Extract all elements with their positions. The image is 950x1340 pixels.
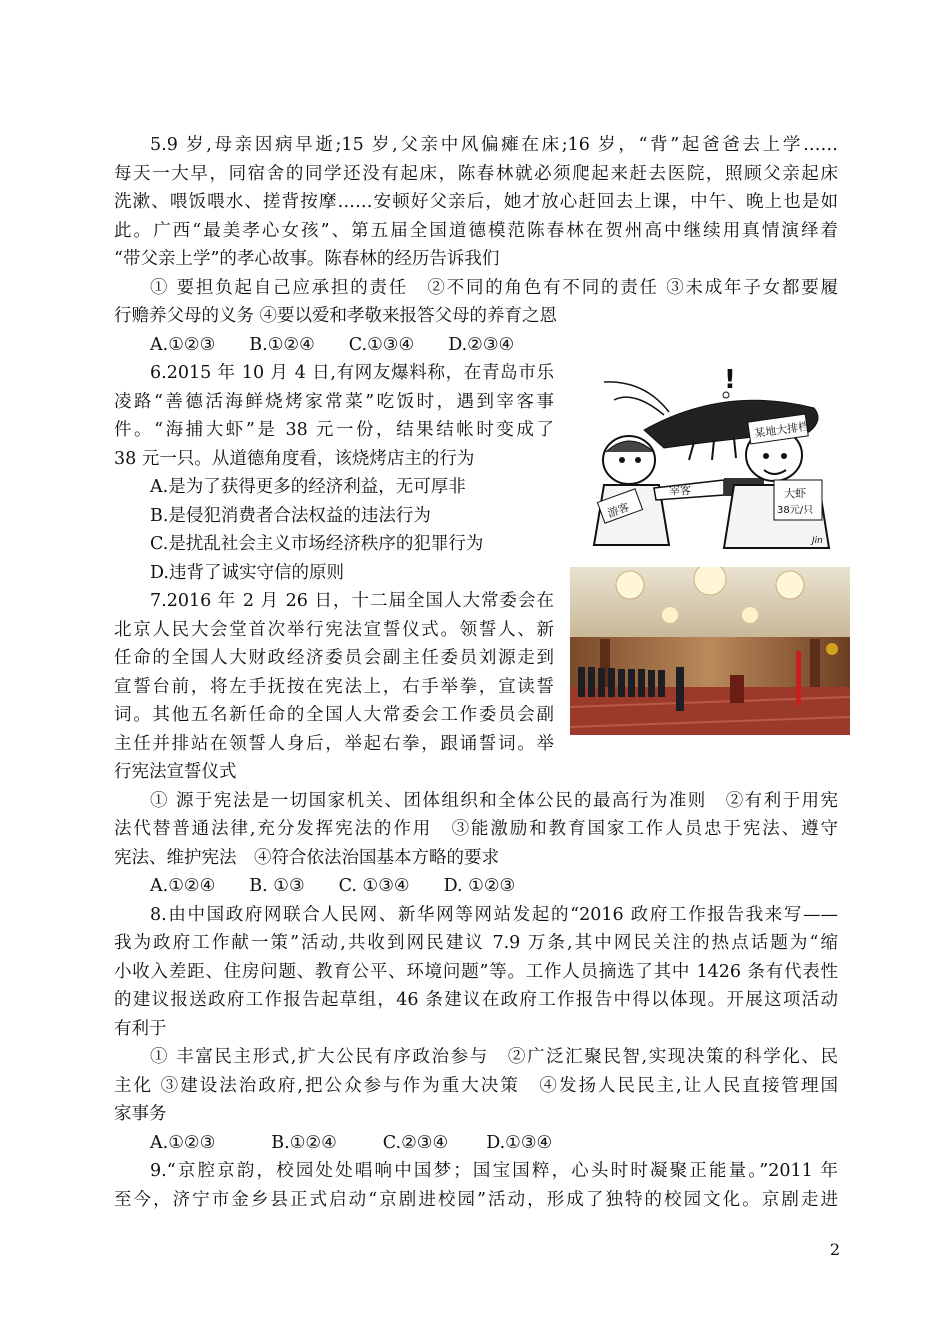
q5-option-b: B.①②④ <box>249 334 315 355</box>
cartoon-signature: Jin <box>812 536 823 546</box>
overcharging-cartoon <box>574 360 852 550</box>
q5-option-a: A.①②③ <box>150 334 216 355</box>
q8-option-c: C.②③④ <box>382 1132 449 1153</box>
q8-stem-line: 有利于 <box>114 1018 167 1039</box>
q7-stem-line: 主任并排站在领誓人身后，举起右拳，跟诵誓词。举 <box>114 733 554 754</box>
q6-option-c: C.是扰乱社会主义市场经济秩序的犯罪行为 <box>150 534 484 554</box>
cartoon-sign-line-2: 38元/只 <box>777 505 814 516</box>
q7-stem-line: 行宪法宣誓仪式 <box>114 762 237 782</box>
q5-option-d: D.②③④ <box>448 334 515 355</box>
q8-stem-line: 的建议报送政府工作报告起草组，46 条建议在政府工作报告中得以体现。开展这项活动 <box>114 990 838 1010</box>
q6-option-d: D.违背了诚实守信的原则 <box>150 562 344 583</box>
q7-item-line: 法代替普通法律,充分发挥宪法的作用 ③能激励和教育国家工作人员忠于宪法、遵守 <box>114 819 838 839</box>
cartoon-knife-label: 宰客 <box>669 484 691 497</box>
page-number: 2 <box>829 1240 840 1259</box>
q7-option-b: B. ①③ <box>249 876 305 896</box>
q8-item-line: ① 丰富民主形式,扩大公民有序政治参与 ②广泛汇聚民智,实现决策的科学化、民 <box>150 1047 838 1067</box>
q5-stem-line: 5.9 岁,母亲因病早逝;15 岁,父亲中风偏瘫在床;16 岁，“背”起爸爸去上学…… <box>150 135 838 155</box>
cartoon-sign-line-1: 大虾 <box>784 487 806 500</box>
q8-item-line: 家事务 <box>114 1104 167 1124</box>
q5-item-line: 行赡养父母的义务 ④要以爱和孝敬来报答父母的养育之恩 <box>114 306 558 326</box>
q7-stem-line: 任命的全国人大财政经济委员会副主任委员刘源走到 <box>114 648 554 668</box>
q6-option-b: B.是侵犯消费者合法权益的违法行为 <box>150 505 431 526</box>
q7-option-d: D. ①②③ <box>443 876 516 896</box>
q5-stem-line: 每天一大早，同宿舍的同学还没有起床，陈春林就必须爬起来赶去医院，照顾父亲起床 <box>114 163 838 184</box>
q7-stem-line: 北京人民大会堂首次举行宪法宣誓仪式。领誓人、新 <box>114 619 554 640</box>
q6-stem-line: 件。“海捕大虾”是 38 元一份，结果结帐时变成了 <box>114 420 554 440</box>
q8-options <box>150 1129 838 1158</box>
q7-item-line: 宪法、维护宪法 ④符合依法治国基本方略的要求 <box>114 847 499 868</box>
q8-option-a: A.①②③ <box>150 1132 216 1153</box>
q9-stem-line: 9.“京腔京韵，校园处处唱响中国梦；国宝国粹，心头时时凝聚正能量。”2011 年 <box>150 1161 838 1181</box>
q8-option-b: B.①②④ <box>271 1132 337 1153</box>
cartoon-stall-label: 某地大排档 <box>753 419 810 441</box>
q5-stem-line: “带父亲上学”的孝心故事。陈春林的经历告诉我们 <box>114 249 500 269</box>
q5-options <box>150 331 838 360</box>
q5-stem-line: 此。广西“最美孝心女孩”、第五届全国道德模范陈春林在贺州高中继续用真情演绎着 <box>114 220 838 241</box>
q6-option-a: A.是为了获得更多的经济利益，无可厚非 <box>150 477 466 497</box>
q8-item-line: 主化 ③建设法治政府,把公众参与作为重大决策 ④发扬人民民主,让人民直接管理国 <box>114 1075 838 1096</box>
q7-stem-line: 7.2016 年 2 月 26 日，十二届全国人大常委会在 <box>150 591 554 611</box>
q6-stem-line: 凌路“善德活海鲜烧烤家常菜”吃饭时，遇到宰客事 <box>114 391 554 412</box>
q9-stem-line: 至今，济宁市金乡县正式启动“京剧进校园”活动，形成了独特的校园文化。京剧走进 <box>114 1189 838 1210</box>
q7-stem-line: 词。其他五名新任命的全国人大常委会工作委员会副 <box>114 705 554 725</box>
q7-stem-line: 宣誓台前，将左手抚按在宪法上，右手举拳，宣读誓 <box>114 676 554 697</box>
q8-stem-line: 我为政府工作献一策”活动,共收到网民建议 7.9 万条,其中网民关注的热点话题为“缩 <box>114 933 838 953</box>
ceremony-photo-drawing <box>570 567 850 735</box>
cartoon-mark: ! <box>724 365 736 395</box>
q6-stem-line: 6.2015 年 10 月 4 日,有网友爆料称，在青岛市乐 <box>150 363 554 383</box>
q6-stem-line: 38 元一只。从道德角度看，该烧烤店主的行为 <box>114 448 475 469</box>
q7-options <box>150 872 838 901</box>
cartoon-drawing <box>574 360 852 550</box>
q7-option-a: A.①②④ <box>150 876 216 896</box>
q8-option-d: D.①③④ <box>486 1132 553 1153</box>
q5-item-line: ① 要担负起自己应承担的责任 ②不同的角色有不同的责任 ③未成年子女都要履 <box>150 277 838 298</box>
q7-item-line: ① 源于宪法是一切国家机关、团体组织和全体公民的最高行为准则 ②有利于用宪 <box>150 790 838 811</box>
oath-ceremony-photo <box>570 567 850 735</box>
cartoon-tourist-label: 游客 <box>605 500 631 521</box>
q5-option-c: C.①③④ <box>348 334 415 355</box>
q8-stem-line: 小收入差距、住房问题、教育公平、环境问题”等。工作人员摘选了其中 1426 条有代表性 <box>114 961 838 982</box>
q8-stem-line: 8.由中国政府网联合人民网、新华网等网站发起的“2016 政府工作报告我来写—— <box>150 904 838 925</box>
q7-option-c: C. ①③④ <box>338 876 410 896</box>
q5-stem-line: 洗漱、喂饭喂水、搓背按摩……安顿好父亲后，她才放心赶回去上课，中午、晚上也是如 <box>114 192 838 212</box>
